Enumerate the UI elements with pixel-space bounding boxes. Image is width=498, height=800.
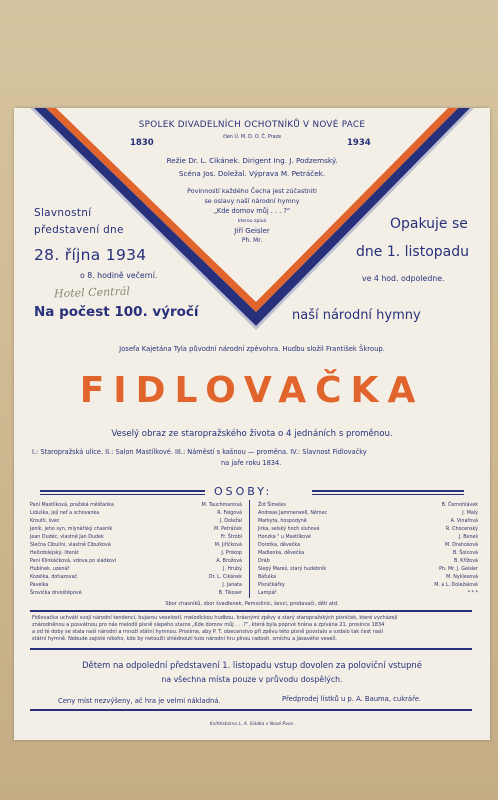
cast-role: Šrovička drvoštěpové xyxy=(30,591,82,596)
cast-actor: J. Doležal xyxy=(219,519,242,524)
cast-role: Báťulka xyxy=(258,575,277,580)
cast-role: Lampář xyxy=(258,591,277,596)
cast-actor: B. Černohlávek xyxy=(441,503,478,508)
cast-role: Madlenka, děvečka xyxy=(258,551,305,556)
footer-rule xyxy=(30,709,472,711)
cast-role: Honzka " u Mastílkové xyxy=(258,535,312,540)
repeat-time: ve 4 hod. odpoledne. xyxy=(362,274,445,283)
cast-actor: Dr. L. Cikánek xyxy=(208,575,242,580)
cast-role: Žid Šimeles xyxy=(258,503,286,508)
cast-actor: B. Křížová xyxy=(453,559,478,564)
acts-line-2: na jaře roku 1834. xyxy=(221,459,282,467)
society-membership: člen Ú. M. D. O. Č. Praze xyxy=(222,135,282,140)
cast-rule-right-thin xyxy=(312,494,464,495)
year-right: 1934 xyxy=(347,138,371,148)
cast-actor: M. Jiříčková xyxy=(214,543,242,548)
cast-actor: Fr. Štróbl xyxy=(220,535,242,540)
play-title: FIDLOVAČKA xyxy=(79,370,425,411)
prices-note: Ceny míst nezvýšeny, ač hra je velmi nákladná. xyxy=(58,697,221,705)
cast-actor: * * * xyxy=(467,591,478,596)
performance-date: 28. října 1934 xyxy=(34,246,147,264)
cast-role: Slepý Mareš, starý hudebník xyxy=(258,567,327,572)
cast-rule-left-thin xyxy=(40,494,205,495)
cast-divider xyxy=(249,500,250,598)
repeat-label: Opakuje se xyxy=(390,216,468,232)
cast-actor: Ph. Mr. J. Geisler xyxy=(439,567,478,572)
theatre-poster xyxy=(14,108,490,740)
acts-line-1: I.: Staropražská ulice. II.: Salon Mastílkové. III.: Náměstí s kašnou — proměna. IV.: Slavnost Fidlovačky xyxy=(32,448,367,456)
presale-note: Předprodej lístků u p. A. Bauma, cukráře. xyxy=(282,695,422,703)
duty-line-2: se oslavy naší národní hymny xyxy=(204,197,300,205)
cast-actor: A. Brožová xyxy=(216,559,242,564)
cast-role: Hubínek, uzenář xyxy=(30,567,70,572)
paragraph-line: a od té doby se stala naší národní a množí státní hymnou. Prosíme, aby P. T. obecenstvo při zpěvu této písně povstalo a vzdalo tak čest naší xyxy=(32,629,383,635)
cast-actor: M. Tauchmanová xyxy=(201,503,242,508)
cast-rule-left xyxy=(40,490,205,492)
cast-actor: J. Beneš xyxy=(458,535,478,540)
direction-line-1: Režie Dr. L. Cikánek. Dirigent Ing. J. Podzemský. xyxy=(166,156,338,165)
cast-rule-right xyxy=(312,490,464,492)
society-name: SPOLEK DIVADELNÍCH OCHOTNÍKŮ V NOVÉ PACE xyxy=(138,120,366,130)
cast-heading: OSOBY: xyxy=(214,485,273,498)
paragraph-line: Fidlovačka uchvátí svojí národní tendencí, bujarou veselostí, melodickou hudbou, krásnými zpěvy a starý staropražských písniček, které vycházejí xyxy=(32,615,398,621)
cast-actor: M. Drahošová xyxy=(445,543,478,548)
paragraph-line: státní hymně. Nebude zajisté nikoho, kdo by netoužil shlédnouti tuto národní hru plnou radosti, smíchu a jásavého veselí. xyxy=(32,636,337,642)
play-subtitle: Veselý obraz ze staropražského života o 4 jednáních s proměnou. xyxy=(111,429,393,439)
performance-time: o 8. hodině večerní. xyxy=(80,271,158,280)
festive-label: Slavnostní xyxy=(34,207,92,219)
cast-role: Kroutil, švec xyxy=(30,519,60,524)
direction-line-2: Scéna Jos. Doležal. Výprava M. Petráček. xyxy=(178,169,326,178)
performance-label: představení dne xyxy=(34,224,124,236)
cast-role: Dráb xyxy=(258,559,270,564)
cast-role: Slečna Cibulíni, vlastně Cibulková xyxy=(30,543,111,548)
anniversary-right: naší národní hymny xyxy=(292,308,421,323)
singer-name: Jiří Geisler xyxy=(234,227,270,235)
anniversary-left: Na počest 100. výročí xyxy=(34,304,199,320)
cast-actor: M. Petráček xyxy=(213,527,242,532)
cast-role: Jirka, selský hoch sluhové xyxy=(258,527,320,532)
cast-actor: J. Prokop xyxy=(221,551,242,556)
cast-actor: B. Šolcová xyxy=(452,551,478,556)
cast-role: Paní Mastílková, pražská měšťanka xyxy=(30,503,114,508)
children-notice-line-1: Dětem na odpolední představení 1. listopadu vstup dovolen za poloviční vstupné xyxy=(82,660,422,670)
paragraph-rule-top xyxy=(30,610,472,612)
cast-actor: R. Chocenský xyxy=(445,527,478,532)
cast-role: Liduška, její neť a schovanka xyxy=(30,511,100,516)
cast-actor: J. Janata xyxy=(222,583,242,588)
cast-role: Jeník, jeho syn, mlynářský chasník xyxy=(30,527,113,532)
cast-actor: M. a L. Doležalové xyxy=(434,583,478,588)
cast-actor: A. Vinařová xyxy=(450,519,478,524)
cast-role: Markyta, hospodyně xyxy=(258,519,307,524)
duty-line-3: „Kde domov můj . . . ?“ xyxy=(213,207,291,215)
cast-role: Hellzdolejský, literát xyxy=(30,551,79,556)
cast-role: Andreas Jammerwell, Němec xyxy=(258,511,328,516)
printer-credit: Knihtiskárna L. A. Sládka v Nové Pace. xyxy=(209,722,295,727)
cast-role: Paní Klinkáčková, vdova po sládkovi xyxy=(30,559,117,564)
cast-role: Jean Dudéc, vlastně Jan Dudek xyxy=(30,535,104,540)
duty-line-4: kterou zpívá xyxy=(237,219,267,224)
cast-actor: J. Hrubý xyxy=(223,567,242,572)
cast-role: Písničkářky xyxy=(258,583,285,588)
cast-actor: B. Tikoser xyxy=(218,591,242,596)
authors-line: Josefa Kajetána Tyla původní národní zpěvohra. Hudbu složil František Škroup. xyxy=(119,345,385,353)
paragraph-line: znárodněnou a posvátnou pro nás melodií písně slepého starce „Kde domov můj . . .?“, která byla poprvé hrána a zpívána 21. prosince 1834 xyxy=(32,622,385,628)
cast-actor: J. Malý xyxy=(462,511,478,516)
cast-role: Dorotka, děvečka xyxy=(258,543,301,548)
children-rule-top xyxy=(30,648,472,650)
cast-actor: R. Feigová xyxy=(217,511,242,516)
children-notice-line-2: na všechna místa pouze v průvodu dospělých. xyxy=(161,675,343,684)
cast-role: Pavelka xyxy=(30,583,49,588)
cast-actor: M. Nyklesová xyxy=(446,575,478,580)
chorus-line: Sbor chasníků, sbor švadlenek, Pemsslinic, ševci, prodavači, děti atd. xyxy=(165,601,339,607)
duty-line-1: Povinností každého Čecha jest zúčastniti xyxy=(187,187,317,195)
repeat-date: dne 1. listopadu xyxy=(356,244,469,260)
handwritten-note: Hotel Centrál xyxy=(53,284,131,301)
cast-role: Kozelka, dohazovač xyxy=(30,575,78,580)
singer-title: Ph. Mr. xyxy=(241,237,263,244)
year-left: 1830 xyxy=(130,138,154,148)
